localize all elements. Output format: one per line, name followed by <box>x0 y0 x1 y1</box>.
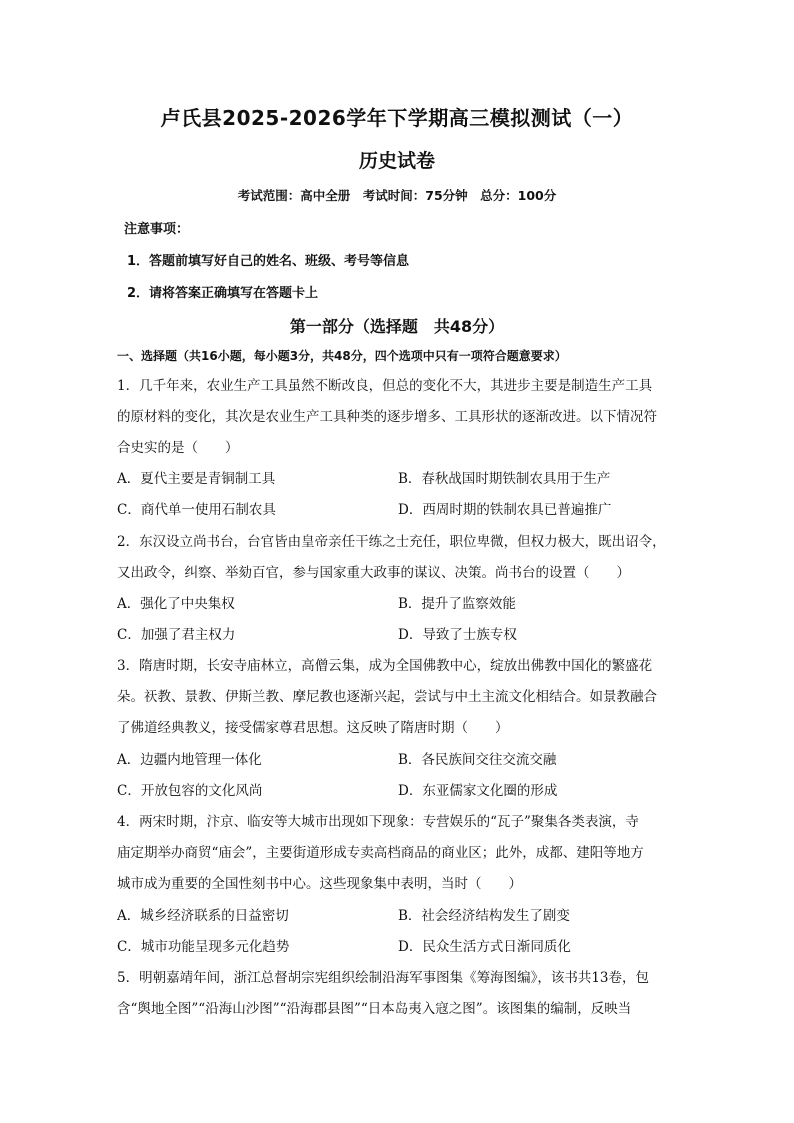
question-stem-line: 含“舆地全图”“沿海山沙图”“沿海郡县图”“日本岛夷入寇之图”。该图集的编制，反映当 <box>117 1001 632 1017</box>
option-d: D．民众生活方式日渐同质化 <box>398 939 571 955</box>
section-heading: 第一部分（选择题 共48分） <box>289 317 505 336</box>
question-stem-line: 5．明朝嘉靖年间，浙江总督胡宗宪组织绘制沿海军事图集《筹海图编》，该书共13卷，包 <box>117 970 650 986</box>
exam-subtitle: 历史试卷 <box>358 150 435 172</box>
option-d: D．导致了士族专权 <box>398 627 517 643</box>
question-stem-line: 了佛道经典教义，接受儒家尊君思想。这反映了隋唐时期（ ） <box>117 720 509 736</box>
question-stem-line: 的原材料的变化，其次是农业生产工具种类的逐步增多、工具形状的逐渐改进。以下情况符 <box>117 409 657 425</box>
option-c: C．加强了君主权力 <box>117 627 236 643</box>
option-b: B．社会经济结构发生了剧变 <box>398 908 570 924</box>
question-stem-line: 1．几千年来，农业生产工具虽然不断改良，但总的变化不大，其进步主要是制造生产工具 <box>117 378 653 394</box>
question-stem-line: 城市成为重要的全国性刻书中心。这些现象集中表明，当时（ ） <box>117 876 522 892</box>
option-b: B．各民族间交往交流交融 <box>398 752 557 768</box>
option-a: A．夏代主要是青铜制工具 <box>117 471 276 487</box>
question-stem-line: 朵。祆教、景教、伊斯兰教、摩尼教也逐渐兴起，尝试与中土主流文化相结合。如景教融合 <box>117 689 657 705</box>
question-stem-line: 庙定期举办商贸“庙会”，主要街道形成专卖高档商品的商业区；此外，成都、建阳等地方 <box>117 845 644 861</box>
notes-heading: 注意事项： <box>124 222 190 237</box>
question-stem-line: 2．东汉设立尚书台，台官皆由皇帝亲任干练之士充任，职位卑微，但权力极大，既出诏令， <box>117 534 666 550</box>
note-item: 2．请将答案正确填写在答题卡上 <box>127 286 319 301</box>
option-c: C．城市功能呈现多元化趋势 <box>117 939 290 955</box>
exam-title: 卢氏县2025-2026学年下学期高三模拟测试（一） <box>160 106 634 130</box>
question-stem-line: 4．两宋时期，汴京、临安等大城市出现如下现象：专营娱乐的“瓦子”聚集各类表演，寺 <box>117 814 639 830</box>
question-stem-line: 合史实的是（ ） <box>117 440 239 456</box>
option-c: C．商代单一使用石制农具 <box>117 502 276 518</box>
note-item: 1．答题前填写好自己的姓名、班级、考号等信息 <box>127 254 410 269</box>
question-stem-line: 3．隋唐时期，长安寺庙林立，高僧云集，成为全国佛教中心，绽放出佛教中国化的繁盛花 <box>117 658 653 674</box>
option-a: A．边疆内地管理一体化 <box>117 752 262 768</box>
option-b: B．提升了监察效能 <box>398 596 516 612</box>
option-a: A．强化了中央集权 <box>117 596 235 612</box>
question-stem-line: 又出政令，纠察、举劾百官，参与国家重大政事的谋议、决策。尚书台的设置（ ） <box>117 565 630 581</box>
option-a: A．城乡经济联系的日益密切 <box>117 908 289 924</box>
part-heading: 一、选择题（共16小题，每小题3分，共48分，四个选项中只有一项符合题意要求） <box>117 349 567 363</box>
option-b: B．春秋战国时期铁制农具用于生产 <box>398 471 611 487</box>
exam-info: 考试范围：高中全册 考试时间：75分钟 总分：100分 <box>237 188 557 203</box>
option-d: D．西周时期的铁制农具已普遍推广 <box>398 502 612 518</box>
option-d: D．东亚儒家文化圈的形成 <box>398 783 558 799</box>
option-c: C．开放包容的文化风尚 <box>117 783 263 799</box>
